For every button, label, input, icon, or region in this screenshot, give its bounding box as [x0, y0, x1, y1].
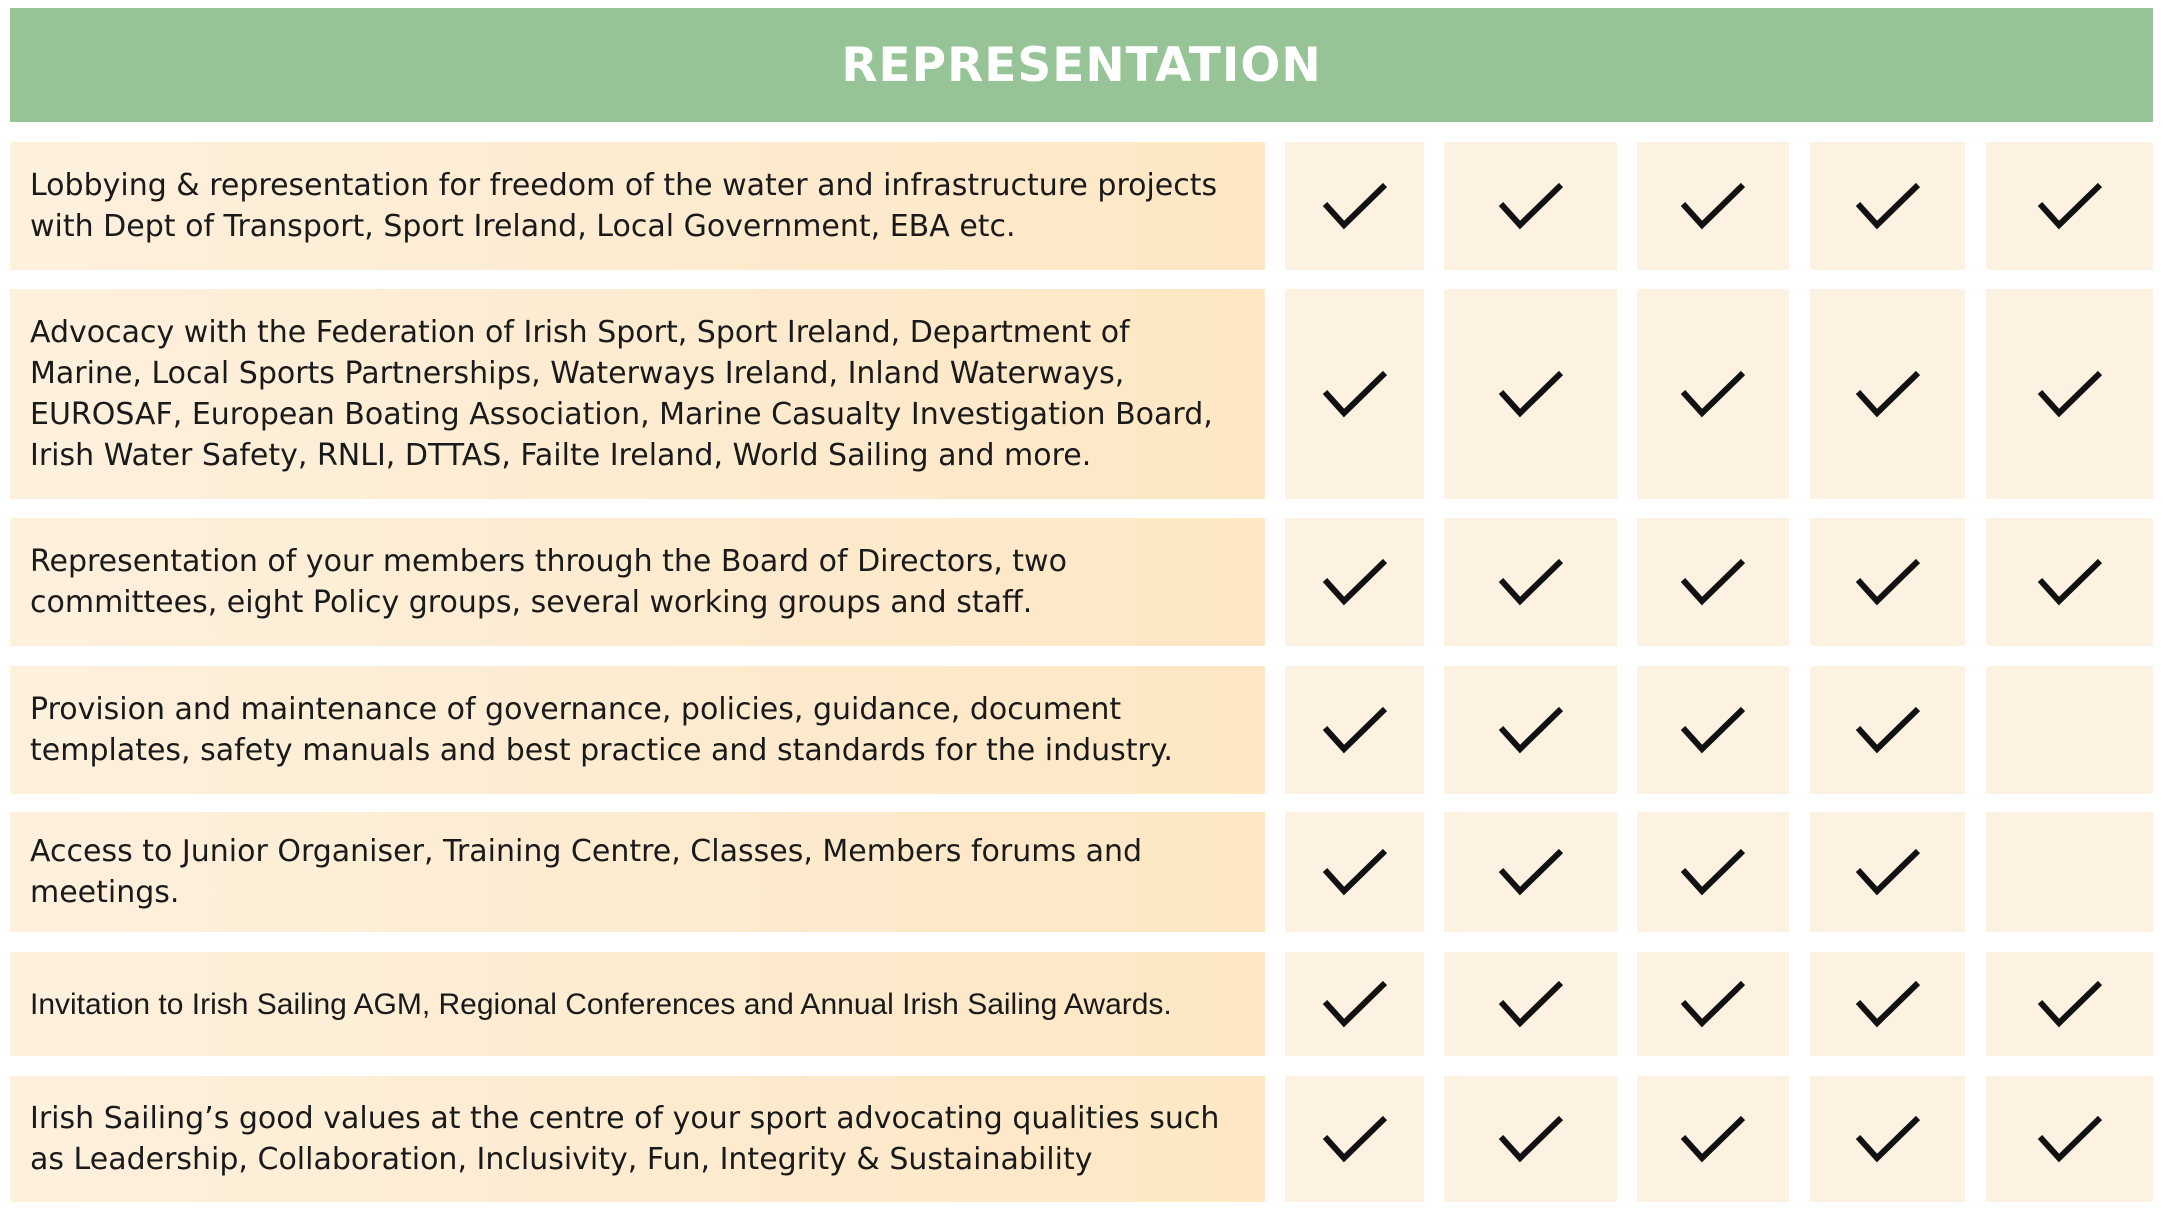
- tier-cell: [1986, 142, 2153, 270]
- tier-cell: [1637, 1076, 1789, 1202]
- tier-cell: [1285, 142, 1424, 270]
- tier-cell: [1637, 952, 1789, 1056]
- row-description-cell: [10, 142, 1265, 270]
- checkmark-icon: [1322, 181, 1388, 231]
- checkmark-icon: [1498, 369, 1564, 419]
- checkmark-icon: [1855, 1114, 1921, 1164]
- tier-cell: [1444, 952, 1617, 1056]
- tier-cell: [1637, 142, 1789, 270]
- tier-cell: [1637, 812, 1789, 932]
- tier-cell: [1810, 666, 1965, 794]
- tier-cell: [1810, 812, 1965, 932]
- table-row: [0, 812, 2163, 932]
- tier-cell: [1444, 142, 1617, 270]
- tier-cell: [1986, 952, 2153, 1056]
- section-header: [10, 8, 2153, 122]
- tier-cell: [1637, 518, 1789, 646]
- row-description: Lobbying & representation for freedom of the water and infrastructure projects with Dept of Transport, Sport Ireland, Local Government, EBA etc.: [30, 168, 1218, 244]
- checkmark-icon: [1322, 369, 1388, 419]
- row-description-cell: [10, 289, 1265, 499]
- checkmark-icon: [1322, 557, 1388, 607]
- table-row: [0, 952, 2163, 1056]
- checkmark-icon: [1855, 557, 1921, 607]
- tier-cell: [1810, 518, 1965, 646]
- tier-cell: [1285, 952, 1424, 1056]
- row-description-cell: [10, 952, 1265, 1056]
- table-row: [0, 666, 2163, 794]
- checkmark-icon: [1498, 705, 1564, 755]
- checkmark-icon: [1680, 979, 1746, 1029]
- tier-cell: [1444, 666, 1617, 794]
- checkmark-icon: [1680, 1114, 1746, 1164]
- tier-cell: [1285, 289, 1424, 499]
- checkmark-icon: [2037, 557, 2103, 607]
- checkmark-icon: [1498, 181, 1564, 231]
- tier-cell: [1810, 289, 1965, 499]
- tier-cell: [1810, 1076, 1965, 1202]
- checkmark-icon: [1322, 847, 1388, 897]
- tier-cell: [1444, 1076, 1617, 1202]
- row-description: Advocacy with the Federation of Irish Sport, Sport Ireland, Department of Marine, Local Sports Partnerships, Waterways Ireland, Inland Waterways, EUROSAF, European Boating Association, Marine Casualty Investigation Board, Irish Water Safety, RNLI, DTTAS, Failte Ireland, World Sailing and more.: [30, 315, 1213, 473]
- row-description: Irish Sailing’s good values at the centre of your sport advocating qualities such as Leadership, Collaboration, Inclusivity, Fun, Integrity & Sustainability: [30, 1101, 1220, 1177]
- checkmark-icon: [1498, 1114, 1564, 1164]
- checkmark-icon: [1855, 181, 1921, 231]
- table-row: [0, 289, 2163, 499]
- tier-cell: [1285, 518, 1424, 646]
- tier-cell: [1285, 666, 1424, 794]
- checkmark-icon: [1498, 557, 1564, 607]
- checkmark-icon: [1680, 557, 1746, 607]
- row-description-cell: [10, 666, 1265, 794]
- row-description: Access to Junior Organiser, Training Centre, Classes, Members forums and meetings.: [30, 834, 1143, 910]
- checkmark-icon: [2037, 181, 2103, 231]
- checkmark-icon: [1498, 847, 1564, 897]
- tier-cell: [1986, 812, 2153, 932]
- checkmark-icon: [1855, 847, 1921, 897]
- tier-cell: [1444, 518, 1617, 646]
- tier-cell: [1637, 289, 1789, 499]
- row-description-cell: [10, 812, 1265, 932]
- checkmark-icon: [1680, 181, 1746, 231]
- tier-cell: [1986, 666, 2153, 794]
- checkmark-icon: [2037, 1114, 2103, 1164]
- row-description-cell: [10, 1076, 1265, 1202]
- checkmark-icon: [2037, 369, 2103, 419]
- checkmark-icon: [1680, 705, 1746, 755]
- checkmark-icon: [1498, 979, 1564, 1029]
- checkmark-icon: [1322, 705, 1388, 755]
- table-row: [0, 142, 2163, 270]
- tier-cell: [1986, 1076, 2153, 1202]
- row-description: Provision and maintenance of governance, policies, guidance, document templates, safety manuals and best practice and standards for the industry.: [30, 692, 1173, 768]
- checkmark-icon: [1855, 369, 1921, 419]
- table-row: [0, 518, 2163, 646]
- tier-cell: [1444, 812, 1617, 932]
- tier-cell: [1810, 952, 1965, 1056]
- checkmark-icon: [1855, 705, 1921, 755]
- checkmark-icon: [2037, 979, 2103, 1029]
- checkmark-icon: [1322, 1114, 1388, 1164]
- checkmark-icon: [1322, 979, 1388, 1029]
- tier-cell: [1637, 666, 1789, 794]
- tier-cell: [1986, 518, 2153, 646]
- row-description: Invitation to Irish Sailing AGM, Regional Conferences and Annual Irish Sailing Awards.: [30, 987, 1172, 1021]
- tier-cell: [1810, 142, 1965, 270]
- checkmark-icon: [1680, 847, 1746, 897]
- tier-cell: [1986, 289, 2153, 499]
- table-row: [0, 1076, 2163, 1202]
- tier-cell: [1444, 289, 1617, 499]
- row-description: Representation of your members through the Board of Directors, two committees, eight Policy groups, several working groups and staff.: [30, 544, 1067, 620]
- section-title: REPRESENTATION: [841, 37, 1322, 93]
- row-description-cell: [10, 518, 1265, 646]
- tier-cell: [1285, 812, 1424, 932]
- checkmark-icon: [1680, 369, 1746, 419]
- checkmark-icon: [1855, 979, 1921, 1029]
- tier-cell: [1285, 1076, 1424, 1202]
